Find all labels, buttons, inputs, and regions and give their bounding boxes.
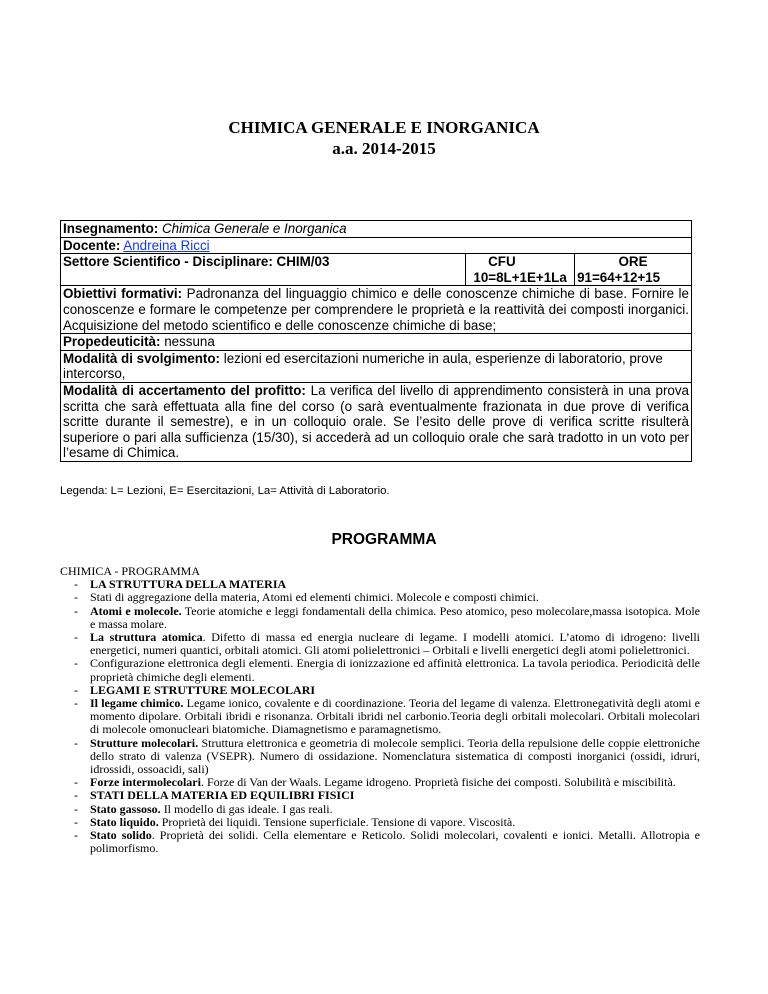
program-item-text: Il modello di gas ideale. I gas reali. xyxy=(160,801,333,816)
cfu-label: CFU xyxy=(488,254,516,270)
list-dash: - xyxy=(74,682,78,697)
program-item xyxy=(60,605,700,631)
programma-heading: PROGRAMMA xyxy=(331,531,437,548)
program-item-title: Stato gassoso. xyxy=(90,801,161,816)
ore-value: 91=64+12+15 xyxy=(577,269,661,285)
program-item-text: Teorie atomiche e leggi fondamentali della chimica. Peso atomico, peso molecolare,massa isotopica. Mole e massa molare. xyxy=(90,603,700,631)
list-dash: - xyxy=(74,577,78,592)
program-item-text: Legame ionico, covalente e di coordinazione. Teoria del legame di valenza. Elettronegatività degli atomi e momento dipolare. Orbitali ibridi e risonanza. Orbitali ibridi nel carbonio.Teoria degli orbitali molecolari. Orbitali molecolari di molecole omonucleari biatomiche. Diamagnetismo e paramagnetismo. xyxy=(90,696,700,737)
list-dash: - xyxy=(74,696,78,711)
settore-row xyxy=(61,254,692,286)
program-item-title: Atomi e molecole. xyxy=(90,603,182,618)
list-dash: - xyxy=(74,801,78,816)
program-item xyxy=(60,737,700,777)
program-item xyxy=(60,697,700,737)
settore-label: Settore Scientifico - Disciplinare: CHIM/03 xyxy=(63,254,330,270)
list-dash: - xyxy=(74,775,78,790)
program-item-title: Strutture molecolari. xyxy=(90,735,199,750)
list-dash: - xyxy=(74,603,78,618)
propedeuticita-label: Propedeuticità: xyxy=(63,334,161,350)
list-dash: - xyxy=(74,814,78,829)
obiettivi-label: Obiettivi formativi: xyxy=(63,286,183,302)
program-list xyxy=(60,578,700,855)
program-item xyxy=(60,631,700,657)
obiettivi-row xyxy=(61,286,692,334)
ore-label: ORE xyxy=(618,254,648,270)
modalita-svolgimento-row xyxy=(61,350,692,382)
list-dash: - xyxy=(74,828,78,843)
program-item-text: . Difetto di massa ed energia nucleare di legame. I modelli atomici. L’atomo di idrogeno: livelli energetici, numeri quantici, orbitali atomici. Gli atomi polielettronici – Orbitali e livelli energetici degli atomi polielettronici. xyxy=(90,630,700,658)
program-item xyxy=(60,657,700,683)
list-dash: - xyxy=(74,630,78,645)
document-title-block xyxy=(0,117,768,159)
program-item-title: Forze intermolecolari xyxy=(90,775,201,790)
modalita-accertamento-label: Modalità di accertamento del profitto: xyxy=(63,382,306,398)
program-header: CHIMICA - PROGRAMMA xyxy=(60,564,201,578)
insegnamento-row xyxy=(61,221,692,238)
program-section xyxy=(60,565,700,855)
program-item-text: . Forze di Van der Waals. Legame idrogeno. Proprietà fisiche dei composti. Solubilità e miscibilità. xyxy=(200,775,676,790)
docente-label: Docente: xyxy=(63,237,121,253)
propedeuticita-row xyxy=(61,334,692,351)
program-item-text: Stati di aggregazione della materia, Atomi ed elementi chimici. Molecole e composti chimici. xyxy=(90,590,539,605)
list-dash: - xyxy=(74,656,78,671)
obiettivi-text: Padronanza del linguaggio chimico e delle conoscenze chimiche di base. Fornire le conoscenze e formare le competenze per comprendere le proprietà e la reattività dei composti inorganici. Acquisizione del metodo scientifico e delle conoscenze chimiche di base; xyxy=(63,286,689,333)
insegnamento-label: Insegnamento: xyxy=(63,221,159,236)
legend-note: Legenda: L= Lezioni, E= Esercitazioni, La= Attività di Laboratorio. xyxy=(60,485,390,497)
program-item-title: La struttura atomica xyxy=(90,630,203,645)
program-item-title: Stato solido xyxy=(90,828,152,843)
modalita-accertamento-text: La verifica del livello di apprendimento consisterà in una prova scritta che sarà effettuata alla fine del corso (o sarà eventualmente frazionata in due prove di verifica scritte durante il semestre), e in un colloquio orale. Se l’esito delle prove di verifica scritte risulterà superiore o pari alla sufficienza (15/30), si accederà ad un colloquio orale che sarà tradotto in un voto per l’esame di Chimica. xyxy=(63,382,689,461)
cfu-value: 10=8L+1E+1La xyxy=(473,269,567,285)
program-item-title: Stato liquido. xyxy=(90,814,159,829)
list-dash: - xyxy=(74,735,78,750)
program-item-title: LA STRUTTURA DELLA MATERIA xyxy=(90,577,287,592)
program-item xyxy=(60,829,700,855)
modalita-svolgimento-text: lezioni ed esercitazioni numeriche in aula, esperienze di laboratorio, prove intercorso, xyxy=(63,350,663,382)
docente-link[interactable]: Andreina Ricci xyxy=(123,237,210,253)
program-item-title: Il legame chimico. xyxy=(90,696,184,711)
course-info-table xyxy=(60,220,692,462)
docente-row xyxy=(61,237,692,254)
program-item-text: Configurazione elettronica degli elementi. Energia di ionizzazione ed affinità elettronica. La tavola periodica. Periodicità delle proprietà chimiche degli elementi. xyxy=(90,656,700,684)
program-item-text: Struttura elettronica e geometria di molecole semplici. Teoria della repulsione delle coppie elettroniche dello strato di valenza (VSEPR). Numero di ossidazione. Nomenclatura sistematica di composti inorganici (ossidi, idruri, idrossidi, ossoacidi, sali) xyxy=(90,735,700,777)
program-item-title: LEGAMI E STRUTTURE MOLECOLARI xyxy=(90,682,316,697)
document-title: CHIMICA GENERALE E INORGANICA xyxy=(228,118,540,137)
propedeuticita-value: nessuna xyxy=(164,334,215,350)
modalita-svolgimento-label: Modalità di svolgimento: xyxy=(63,350,220,366)
program-item-title: STATI DELLA MATERIA ED EQUILIBRI FISICI xyxy=(90,788,355,803)
program-item-text: . Proprietà dei solidi. Cella elementare e Reticolo. Solidi molecolari, covalenti e ionici. Metalli. Allotropia e polimorfismo. xyxy=(90,828,700,856)
insegnamento-value: Chimica Generale e Inorganica xyxy=(161,221,347,236)
list-dash: - xyxy=(74,590,78,605)
modalita-accertamento-row xyxy=(61,382,692,461)
academic-year: a.a. 2014-2015 xyxy=(332,139,436,158)
program-item-text: Proprietà dei liquidi. Tensione superficiale. Tensione di vapore. Viscosità. xyxy=(158,814,516,829)
list-dash: - xyxy=(74,788,78,803)
